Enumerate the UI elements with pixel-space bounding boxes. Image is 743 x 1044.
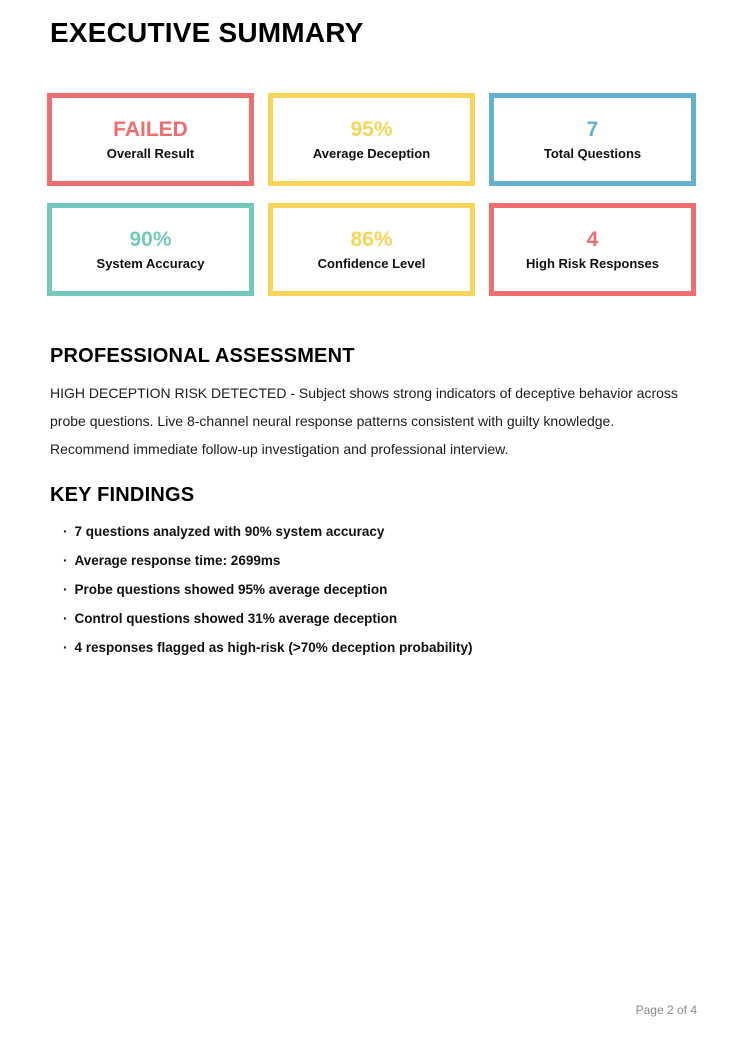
metric-card-system-accuracy xyxy=(47,203,254,296)
metric-value: 86% xyxy=(350,228,393,251)
finding-text: Average response time: 2699ms xyxy=(74,553,281,568)
metric-value: 4 xyxy=(586,228,599,251)
metric-card-overall-result xyxy=(47,93,254,186)
assessment-section xyxy=(50,346,697,463)
metric-label: Average Deception xyxy=(312,146,431,161)
metric-value: FAILED xyxy=(113,118,188,141)
finding-item xyxy=(63,554,697,568)
metric-label: System Accuracy xyxy=(96,256,205,271)
metric-label: Overall Result xyxy=(106,146,195,161)
assessment-heading: PROFESSIONAL ASSESSMENT xyxy=(50,345,355,367)
metric-value: 95% xyxy=(350,118,393,141)
finding-text: 7 questions analyzed with 90% system accuracy xyxy=(74,524,385,539)
bullet-icon: · xyxy=(63,582,68,597)
metric-card-average-deception xyxy=(268,93,475,186)
metrics-grid xyxy=(47,93,696,296)
metric-label: Total Questions xyxy=(543,146,642,161)
finding-text: Control questions showed 31% average deception xyxy=(74,611,398,626)
metric-label: Confidence Level xyxy=(317,256,426,271)
findings-list xyxy=(50,525,697,655)
assessment-body: HIGH DECEPTION RISK DETECTED - Subject shows strong indicators of deceptive behavior across probe questions. Live 8-channel neural response patterns consistent with guilty knowledge. Recommend immediate follow-up investigation and professional interview. xyxy=(50,385,678,457)
finding-item xyxy=(63,525,697,539)
page-title: EXECUTIVE SUMMARY xyxy=(50,17,364,48)
findings-heading: KEY FINDINGS xyxy=(50,484,195,506)
page-number: Page 2 of 4 xyxy=(635,1003,697,1017)
metric-card-confidence-level xyxy=(268,203,475,296)
metric-value: 90% xyxy=(129,228,172,251)
finding-item xyxy=(63,612,697,626)
finding-item xyxy=(63,641,697,655)
findings-section xyxy=(50,485,697,655)
metric-value: 7 xyxy=(586,118,599,141)
bullet-icon: · xyxy=(63,611,68,626)
bullet-icon: · xyxy=(63,524,68,539)
finding-text: 4 responses flagged as high-risk (>70% deception probability) xyxy=(74,640,473,655)
finding-item xyxy=(63,583,697,597)
metric-card-total-questions xyxy=(489,93,696,186)
bullet-icon: · xyxy=(63,553,68,568)
finding-text: Probe questions showed 95% average deception xyxy=(74,582,388,597)
metric-label: High Risk Responses xyxy=(526,256,659,271)
metric-card-high-risk-responses xyxy=(489,203,696,296)
bullet-icon: · xyxy=(63,640,68,655)
